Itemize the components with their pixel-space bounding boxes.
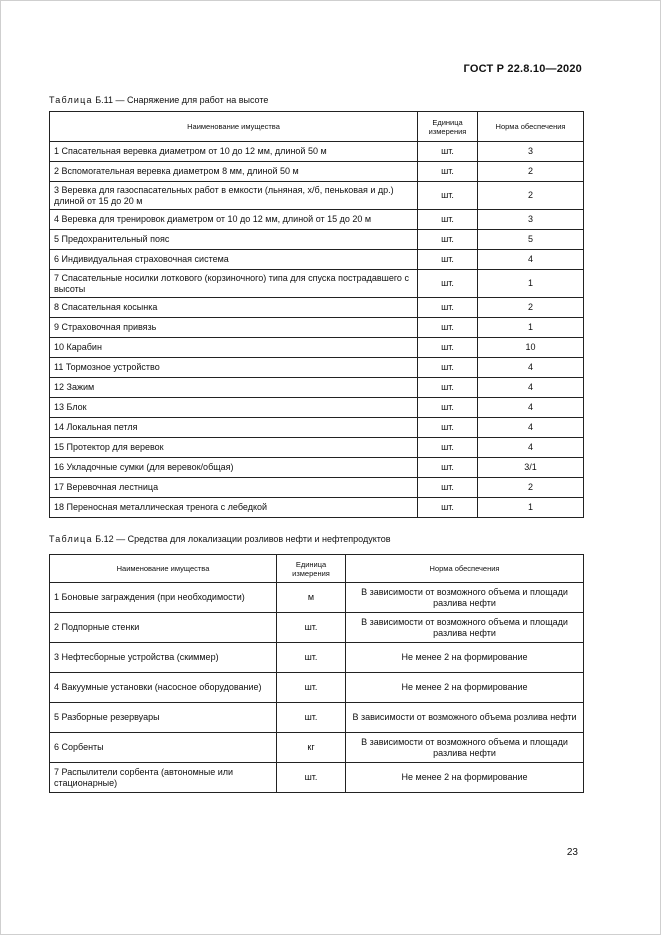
table-row	[50, 270, 584, 298]
item-name-cell: 14 Локальная петля	[50, 418, 418, 438]
table-row	[50, 338, 584, 358]
table-row	[50, 643, 584, 673]
unit-cell: шт.	[418, 418, 478, 438]
table-row	[50, 673, 584, 703]
unit-cell: шт.	[418, 318, 478, 338]
norm-cell: Не менее 2 на формирование	[346, 763, 584, 793]
unit-cell: м	[277, 583, 346, 613]
item-name-cell: 9 Страховочная привязь	[50, 318, 418, 338]
item-name-cell: 4 Вакуумные установки (насосное оборудование)	[50, 673, 277, 703]
column-header: Норма обеспечения	[478, 112, 584, 142]
unit-cell: шт.	[418, 438, 478, 458]
item-name-cell: 2 Подпорные стенки	[50, 613, 277, 643]
table-row	[50, 458, 584, 478]
norm-cell: Не менее 2 на формирование	[346, 673, 584, 703]
item-name-cell: 16 Укладочные сумки (для веревок/общая)	[50, 458, 418, 478]
table2-caption	[49, 534, 391, 544]
norm-cell: 3	[478, 210, 584, 230]
unit-cell: шт.	[418, 162, 478, 182]
table-row	[50, 162, 584, 182]
item-name-cell: 18 Переносная металлическая тренога с лебедкой	[50, 498, 418, 518]
norm-cell: 2	[478, 162, 584, 182]
document-id: ГОСТ Р 22.8.10—2020	[463, 63, 582, 75]
table-row	[50, 703, 584, 733]
item-name-cell: 3 Нефтесборные устройства (скиммер)	[50, 643, 277, 673]
table-row	[50, 498, 584, 518]
norm-cell: 4	[478, 250, 584, 270]
item-name-cell: 1 Спасательная веревка диаметром от 10 до 12 мм, длиной 50 м	[50, 142, 418, 162]
item-name-cell: 11 Тормозное устройство	[50, 358, 418, 378]
norm-cell: 3	[478, 142, 584, 162]
table-row	[50, 478, 584, 498]
table-header-row	[50, 112, 584, 142]
table-row	[50, 763, 584, 793]
table2-caption-label: Таблица	[49, 534, 93, 544]
table-row	[50, 583, 584, 613]
page-number: 23	[566, 847, 578, 858]
norm-cell: 4	[478, 438, 584, 458]
item-name-cell: 13 Блок	[50, 398, 418, 418]
item-name-cell: 17 Веревочная лестница	[50, 478, 418, 498]
unit-cell: шт.	[418, 298, 478, 318]
table-row	[50, 250, 584, 270]
unit-cell: шт.	[418, 210, 478, 230]
unit-cell: шт.	[277, 613, 346, 643]
item-name-cell: 5 Предохранительный пояс	[50, 230, 418, 250]
column-header: Наименование имущества	[50, 555, 277, 583]
item-name-cell: 12 Зажим	[50, 378, 418, 398]
norm-cell: В зависимости от возможного объема и площади разлива нефти	[346, 613, 584, 643]
unit-cell: шт.	[277, 643, 346, 673]
table-row	[50, 438, 584, 458]
norm-cell: 4	[478, 418, 584, 438]
table1-caption	[49, 95, 268, 105]
item-name-cell: 8 Спасательная косынка	[50, 298, 418, 318]
unit-cell: шт.	[418, 378, 478, 398]
table1-caption-text: Б.11 — Снаряжение для работ на высоте	[95, 95, 269, 105]
norm-cell: 1	[478, 270, 584, 298]
unit-cell: шт.	[277, 763, 346, 793]
item-name-cell: 7 Спасательные носилки лоткового (корзиночного) типа для спуска пострадавшего с высоты	[50, 270, 418, 298]
equipment-table	[49, 111, 584, 518]
table-row	[50, 182, 584, 210]
norm-cell: 10	[478, 338, 584, 358]
unit-cell: кг	[277, 733, 346, 763]
unit-cell: шт.	[418, 142, 478, 162]
norm-cell: 5	[478, 230, 584, 250]
unit-cell: шт.	[418, 478, 478, 498]
unit-cell: шт.	[277, 673, 346, 703]
norm-cell: 4	[478, 378, 584, 398]
norm-cell: 4	[478, 398, 584, 418]
unit-cell: шт.	[418, 182, 478, 210]
unit-cell: шт.	[418, 250, 478, 270]
table-row	[50, 358, 584, 378]
table-row	[50, 733, 584, 763]
norm-cell: 2	[478, 298, 584, 318]
norm-cell: 1	[478, 318, 584, 338]
norm-cell: 3/1	[478, 458, 584, 478]
item-name-cell: 4 Веревка для тренировок диаметром от 10 до 12 мм, длиной от 15 до 20 м	[50, 210, 418, 230]
norm-cell: В зависимости от возможного объема и площади разлива нефти	[346, 583, 584, 613]
norm-cell: 4	[478, 358, 584, 378]
unit-cell: шт.	[277, 703, 346, 733]
table-row	[50, 613, 584, 643]
table2-caption-text: Б.12 — Средства для локализации розливов нефти и нефтепродуктов	[95, 534, 391, 544]
oil-spill-table	[49, 554, 584, 793]
unit-cell: шт.	[418, 270, 478, 298]
column-header: Наименование имущества	[50, 112, 418, 142]
norm-cell: В зависимости от возможного объема и площади разлива нефти	[346, 733, 584, 763]
column-header: Единица измерения	[418, 112, 478, 142]
unit-cell: шт.	[418, 358, 478, 378]
table-row	[50, 142, 584, 162]
table-header-row	[50, 555, 584, 583]
unit-cell: шт.	[418, 498, 478, 518]
table-row	[50, 398, 584, 418]
item-name-cell: 1 Боновые заграждения (при необходимости)	[50, 583, 277, 613]
item-name-cell: 15 Протектор для веревок	[50, 438, 418, 458]
item-name-cell: 5 Разборные резервуары	[50, 703, 277, 733]
item-name-cell: 6 Индивидуальная страховочная система	[50, 250, 418, 270]
norm-cell: Не менее 2 на формирование	[346, 643, 584, 673]
unit-cell: шт.	[418, 230, 478, 250]
table-row	[50, 230, 584, 250]
item-name-cell: 10 Карабин	[50, 338, 418, 358]
unit-cell: шт.	[418, 338, 478, 358]
norm-cell: В зависимости от возможного объема розлива нефти	[346, 703, 584, 733]
unit-cell: шт.	[418, 458, 478, 478]
table-row	[50, 210, 584, 230]
norm-cell: 1	[478, 498, 584, 518]
norm-cell: 2	[478, 478, 584, 498]
item-name-cell: 3 Веревка для газоспасательных работ в емкости (льняная, х/б, пеньковая и др.) длиной от 15 до 20 м	[50, 182, 418, 210]
column-header: Норма обеспечения	[346, 555, 584, 583]
table-row	[50, 318, 584, 338]
item-name-cell: 2 Вспомогательная веревка диаметром 8 мм, длиной 50 м	[50, 162, 418, 182]
column-header: Единица измерения	[277, 555, 346, 583]
table-row	[50, 298, 584, 318]
table-row	[50, 378, 584, 398]
item-name-cell: 7 Распылители сорбента (автономные или стационарные)	[50, 763, 277, 793]
item-name-cell: 6 Сорбенты	[50, 733, 277, 763]
table-row	[50, 418, 584, 438]
table1-caption-label: Таблица	[49, 95, 93, 105]
norm-cell: 2	[478, 182, 584, 210]
unit-cell: шт.	[418, 398, 478, 418]
